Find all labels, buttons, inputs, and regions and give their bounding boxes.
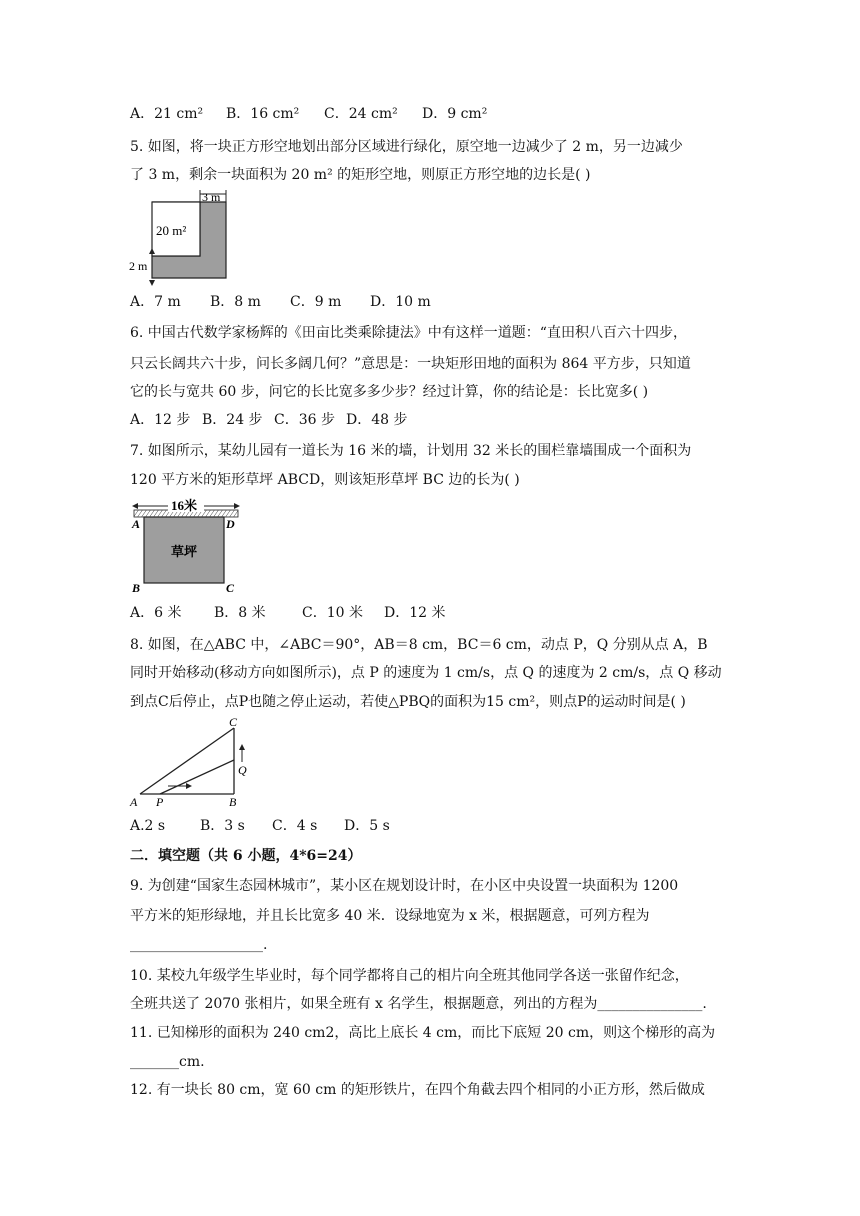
q5-label-area: 20 m² xyxy=(156,223,187,238)
q5-figure xyxy=(128,190,238,286)
q4-option-d: D．9 cm² xyxy=(422,106,488,122)
q6-option-a: A．12 步 xyxy=(130,412,191,428)
q10-text-line2: 全班共送了 2070 张相片，如果全班有 x 名学生，根据题意，列出的方程为_______________. xyxy=(130,996,707,1012)
q8-label-a: A xyxy=(130,795,138,809)
q7-option-b: B．8 米 xyxy=(214,605,266,621)
q5-text-line2: 了 3 m，剩余一块面积为 20 m² 的矩形空地，则原正方形空地的边长是( ) xyxy=(130,167,591,183)
q8-option-c: C．4 s xyxy=(272,818,318,834)
section-title: 二．填空题（共 6 小题，4*6=24） xyxy=(130,848,362,864)
q7-label-a: A xyxy=(132,517,141,531)
q6-text-line3: 它的长与宽共 60 步，问它的长比宽多多少步？经过计算，你的结论是：长比宽多( ) xyxy=(130,384,649,400)
q6-option-d: D．48 步 xyxy=(346,412,408,428)
q7-label-b: B xyxy=(132,581,141,595)
q6-option-c: C．36 步 xyxy=(274,412,335,428)
q8-text-line2: 同时开始移动(移动方向如图所示)，点 P 的速度为 1 cm/s，点 Q 的速度为 2 cm/s，点 Q 移动 xyxy=(130,665,722,681)
q4-options xyxy=(130,104,487,124)
q8-figure xyxy=(128,714,258,810)
q8-option-d: D．5 s xyxy=(344,818,390,834)
q5-label-2m: 2 m xyxy=(129,259,148,273)
q8-option-a: A.2 s xyxy=(130,818,166,834)
q4-option-b: B．16 cm² xyxy=(226,106,300,122)
q6-option-b: B．24 步 xyxy=(202,412,263,428)
q7-figure xyxy=(128,496,246,596)
q8-label-p: P xyxy=(156,795,164,809)
q5-option-d: D．10 m xyxy=(370,294,431,310)
q7-label-d: D xyxy=(226,517,235,531)
q8-text-line1: 8. 如图，在△ABC 中，∠ABC＝90°，AB＝8 cm，BC＝6 cm，动点 P，Q 分别从点 A，B xyxy=(130,637,708,653)
q7-label-lawn: 草坪 xyxy=(171,544,198,559)
q8-label-q: Q xyxy=(238,763,247,777)
q9-text-line1: 9. 为创建“国家生态园林城市”，某小区在规划设计时，在小区中央设置一块面积为 1200 xyxy=(130,878,679,894)
q5-option-c: C．9 m xyxy=(290,294,342,310)
q7-options xyxy=(130,603,446,623)
q9-text-line2: 平方米的矩形绿地，并且长比宽多 40 米．设绿地宽为 x 米，根据题意，可列方程为 xyxy=(130,908,650,924)
q5-option-b: B．8 m xyxy=(210,294,261,310)
q7-text-line2: 120 平方米的矩形草坪 ABCD，则该矩形草坪 BC 边的长为( ) xyxy=(130,472,520,488)
q6-text-line1: 6. 中国古代数学家杨辉的《田亩比类乘除捷法》中有这样一道题：“直田积八百六十四步， xyxy=(130,325,687,341)
q9-answer-blank: ___________________. xyxy=(130,937,268,953)
q8-option-b: B．3 s xyxy=(200,818,245,834)
q12-text-line1: 12. 有一块长 80 cm，宽 60 cm 的矩形铁片，在四个角截去四个相同的小正方形，然后做成 xyxy=(130,1082,705,1098)
q4-option-a: A．21 cm² xyxy=(130,106,204,122)
q4-option-c: C．24 cm² xyxy=(324,106,398,122)
q7-label-16m: 16米 xyxy=(171,498,198,513)
q5-option-a: A．7 m xyxy=(130,294,181,310)
q6-text-line2: 只云长阔共六十步，问长多阔几何？”意思是：一块矩形田地的面积为 864 平方步，只知道 xyxy=(130,356,691,372)
q11-text-line1: 11. 已知梯形的面积为 240 cm2，高比上底长 4 cm，而比下底短 20 cm，则这个梯形的高为 xyxy=(130,1025,716,1041)
q10-text-line1: 10. 某校九年级学生毕业时，每个同学都将自己的相片向全班其他同学各送一张留作纪念， xyxy=(130,968,689,984)
q8-options xyxy=(130,816,390,836)
q7-text-line1: 7. 如图所示，某幼儿园有一道长为 16 米的墙，计划用 32 米长的围栏靠墙围成一个面积为 xyxy=(130,443,692,459)
q8-segment-pq xyxy=(160,760,234,794)
q7-option-a: A．6 米 xyxy=(130,605,182,621)
q7-option-d: D．12 米 xyxy=(384,605,446,621)
q8-label-b: B xyxy=(229,795,237,809)
q5-label-3m: 3 m xyxy=(202,190,221,204)
q5-text-line1: 5. 如图，将一块正方形空地划出部分区域进行绿化，原空地一边减少了 2 m，另一边减少 xyxy=(130,139,683,155)
q5-options xyxy=(130,292,431,312)
q8-label-c: C xyxy=(229,715,238,729)
q6-options xyxy=(130,410,408,430)
q7-label-c: C xyxy=(226,581,235,595)
q7-option-c: C．10 米 xyxy=(302,605,363,621)
q11-text-line2: _______cm. xyxy=(130,1054,205,1070)
q8-text-line3: 到点C后停止，点P也随之停止运动，若使△PBQ的面积为15 cm²，则点P的运动时间是( ) xyxy=(130,694,686,710)
